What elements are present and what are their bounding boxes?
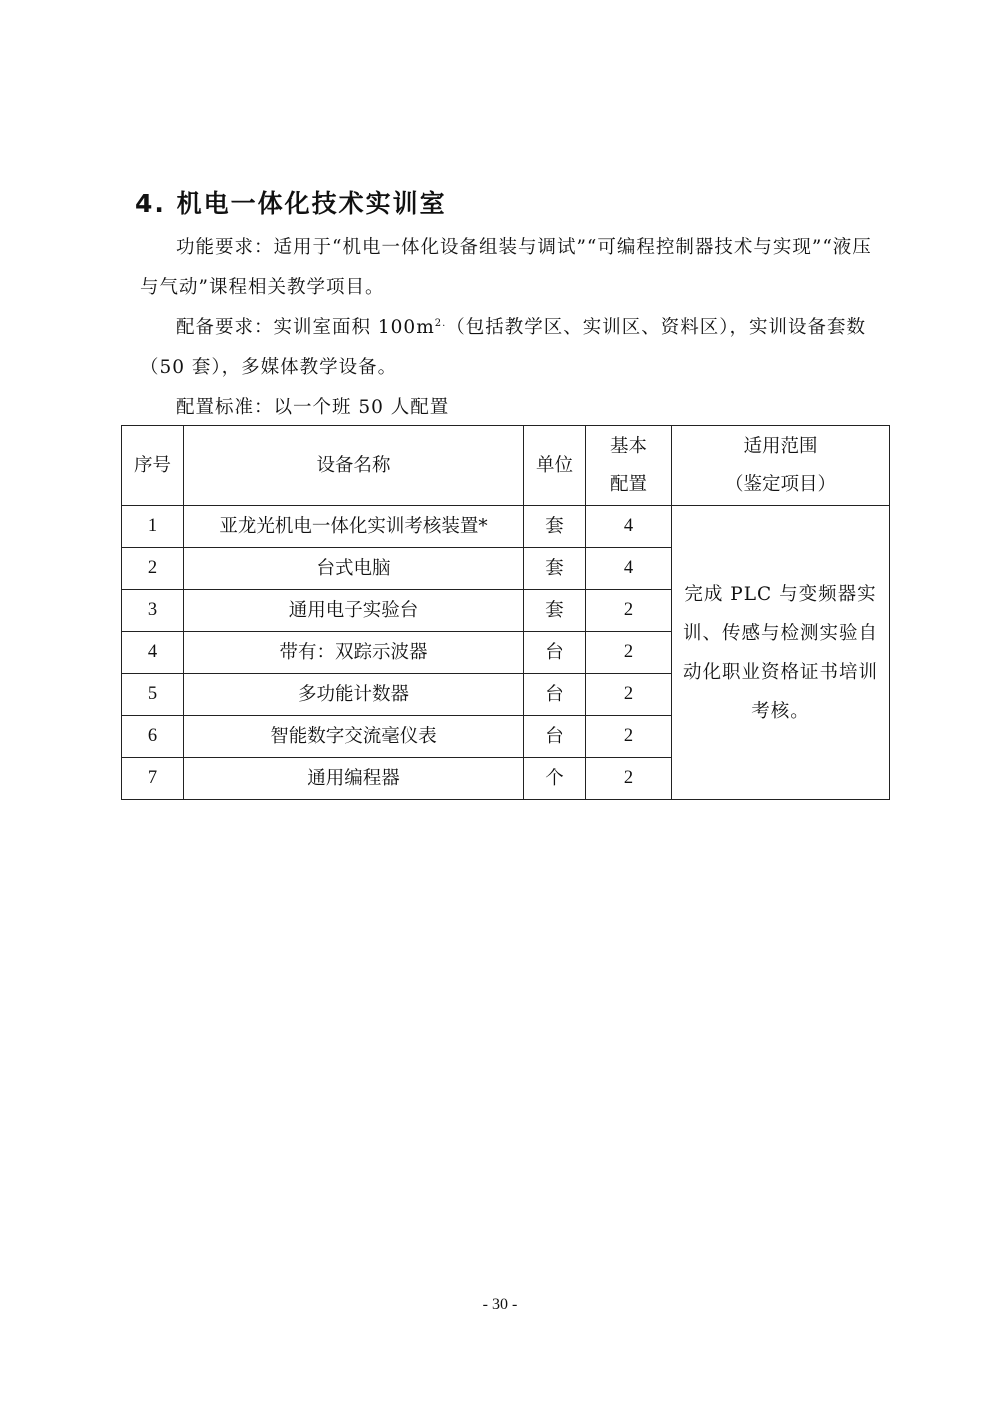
equipment-table (121, 425, 890, 800)
equipment-requirement-text: 配备要求：实训室面积 100m (176, 317, 435, 338)
row-unit: 套 (524, 590, 586, 632)
row-quantity: 2 (586, 632, 672, 674)
header-scope-line2: （鉴定项目） (724, 473, 836, 495)
row-quantity: 4 (586, 506, 672, 548)
row-unit: 台 (524, 716, 586, 758)
row-index: 4 (122, 632, 184, 674)
row-equipment-name: 带有：双踪示波器 (184, 632, 524, 674)
row-equipment-name: 台式电脑 (184, 548, 524, 590)
equipment-requirement-paragraph (140, 308, 880, 388)
header-index: 序号 (122, 426, 184, 506)
header-basic-config-line2: 配置 (609, 473, 647, 495)
row-quantity: 2 (586, 758, 672, 800)
table-header-row (122, 426, 890, 506)
row-equipment-name: 智能数字交流毫仪表 (184, 716, 524, 758)
row-quantity: 4 (586, 548, 672, 590)
row-index: 6 (122, 716, 184, 758)
function-requirement-paragraph (140, 228, 880, 308)
header-equipment-name: 设备名称 (184, 426, 524, 506)
header-basic-config (586, 426, 672, 506)
header-scope (672, 426, 890, 506)
row-quantity: 2 (586, 674, 672, 716)
row-equipment-name: 亚龙光机电一体化实训考核装置* (184, 506, 524, 548)
header-unit: 单位 (524, 426, 586, 506)
section-heading: 4. 机电一体化技术实训室 (135, 189, 447, 218)
area-unit-superscript: 2. (434, 317, 447, 329)
equipment-requirement-text-cont: （包括教学区、实训区、资料区），实训设备套数（50 套），多媒体教学设备。 (140, 317, 867, 378)
row-unit: 个 (524, 758, 586, 800)
row-equipment-name: 多功能计数器 (184, 674, 524, 716)
row-index: 1 (122, 506, 184, 548)
function-requirement-text: 功能要求：适用于“机电一体化设备组装与调试”“可编程控制器技术与实现”“液压与气动”课程相关教学项目。 (140, 237, 872, 298)
header-scope-line1: 适用范围 (743, 435, 818, 457)
configuration-standard-text: 配置标准：以一个班 50 人配置 (176, 397, 450, 418)
configuration-standard-paragraph (140, 388, 880, 428)
row-index: 3 (122, 590, 184, 632)
row-equipment-name: 通用电子实验台 (184, 590, 524, 632)
row-unit: 套 (524, 548, 586, 590)
page-number: - 30 - (482, 1296, 518, 1313)
row-equipment-name: 通用编程器 (184, 758, 524, 800)
row-quantity: 2 (586, 590, 672, 632)
table-row (122, 506, 890, 548)
row-index: 7 (122, 758, 184, 800)
row-unit: 台 (524, 674, 586, 716)
row-unit: 套 (524, 506, 586, 548)
row-index: 5 (122, 674, 184, 716)
row-unit: 台 (524, 632, 586, 674)
row-index: 2 (122, 548, 184, 590)
header-basic-config-line1: 基本 (609, 435, 647, 457)
scope-cell: 完成 PLC 与变频器实训、传感与检测实验自动化职业资格证书培训考核。 (672, 506, 890, 800)
row-quantity: 2 (586, 716, 672, 758)
